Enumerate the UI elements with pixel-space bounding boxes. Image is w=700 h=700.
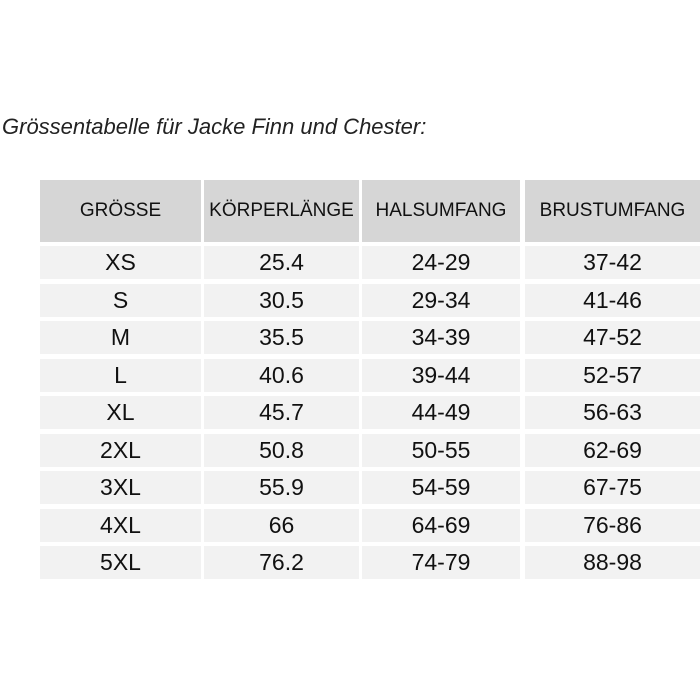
cell-chest: 62-69 — [525, 434, 700, 467]
size-table — [38, 180, 700, 582]
header-cell-chest: BRUSTUMFANG — [525, 180, 700, 242]
cell-neck: 44-49 — [362, 396, 520, 429]
cell-chest: 88-98 — [525, 546, 700, 579]
cell-body-length: 55.9 — [204, 471, 359, 504]
cell-body-length: 76.2 — [204, 546, 359, 579]
cell-neck: 39-44 — [362, 359, 520, 392]
cell-neck: 34-39 — [362, 321, 520, 354]
cell-size: L — [40, 359, 201, 392]
cell-neck: 24-29 — [362, 246, 520, 279]
table-header-row — [38, 180, 700, 242]
header-cell-size: GRÖSSE — [40, 180, 201, 242]
cell-body-length: 40.6 — [204, 359, 359, 392]
table-row — [38, 471, 700, 504]
cell-neck: 64-69 — [362, 509, 520, 542]
cell-chest: 41-46 — [525, 284, 700, 317]
table-row — [38, 359, 700, 392]
table-row — [38, 246, 700, 279]
header-cell-neck: HALSUMFANG — [362, 180, 520, 242]
cell-body-length: 45.7 — [204, 396, 359, 429]
cell-size: 3XL — [40, 471, 201, 504]
cell-body-length: 35.5 — [204, 321, 359, 354]
cell-chest: 76-86 — [525, 509, 700, 542]
table-row — [38, 546, 700, 579]
table-row — [38, 509, 700, 542]
cell-body-length: 25.4 — [204, 246, 359, 279]
cell-neck: 74-79 — [362, 546, 520, 579]
cell-neck: 54-59 — [362, 471, 520, 504]
cell-size: XL — [40, 396, 201, 429]
cell-body-length: 50.8 — [204, 434, 359, 467]
cell-size: 5XL — [40, 546, 201, 579]
table-row — [38, 396, 700, 429]
cell-chest: 52-57 — [525, 359, 700, 392]
cell-chest: 56-63 — [525, 396, 700, 429]
cell-size: XS — [40, 246, 201, 279]
cell-size: 2XL — [40, 434, 201, 467]
table-row — [38, 284, 700, 317]
cell-body-length: 66 — [204, 509, 359, 542]
cell-size: 4XL — [40, 509, 201, 542]
cell-size: S — [40, 284, 201, 317]
cell-neck: 50-55 — [362, 434, 520, 467]
cell-neck: 29-34 — [362, 284, 520, 317]
table-row — [38, 321, 700, 354]
cell-chest: 47-52 — [525, 321, 700, 354]
header-cell-body-length: KÖRPERLÄNGE — [204, 180, 359, 242]
table-row — [38, 434, 700, 467]
cell-body-length: 30.5 — [204, 284, 359, 317]
cell-chest: 37-42 — [525, 246, 700, 279]
page-title: Grössentabelle für Jacke Finn und Chester: — [2, 114, 427, 139]
cell-size: M — [40, 321, 201, 354]
cell-chest: 67-75 — [525, 471, 700, 504]
